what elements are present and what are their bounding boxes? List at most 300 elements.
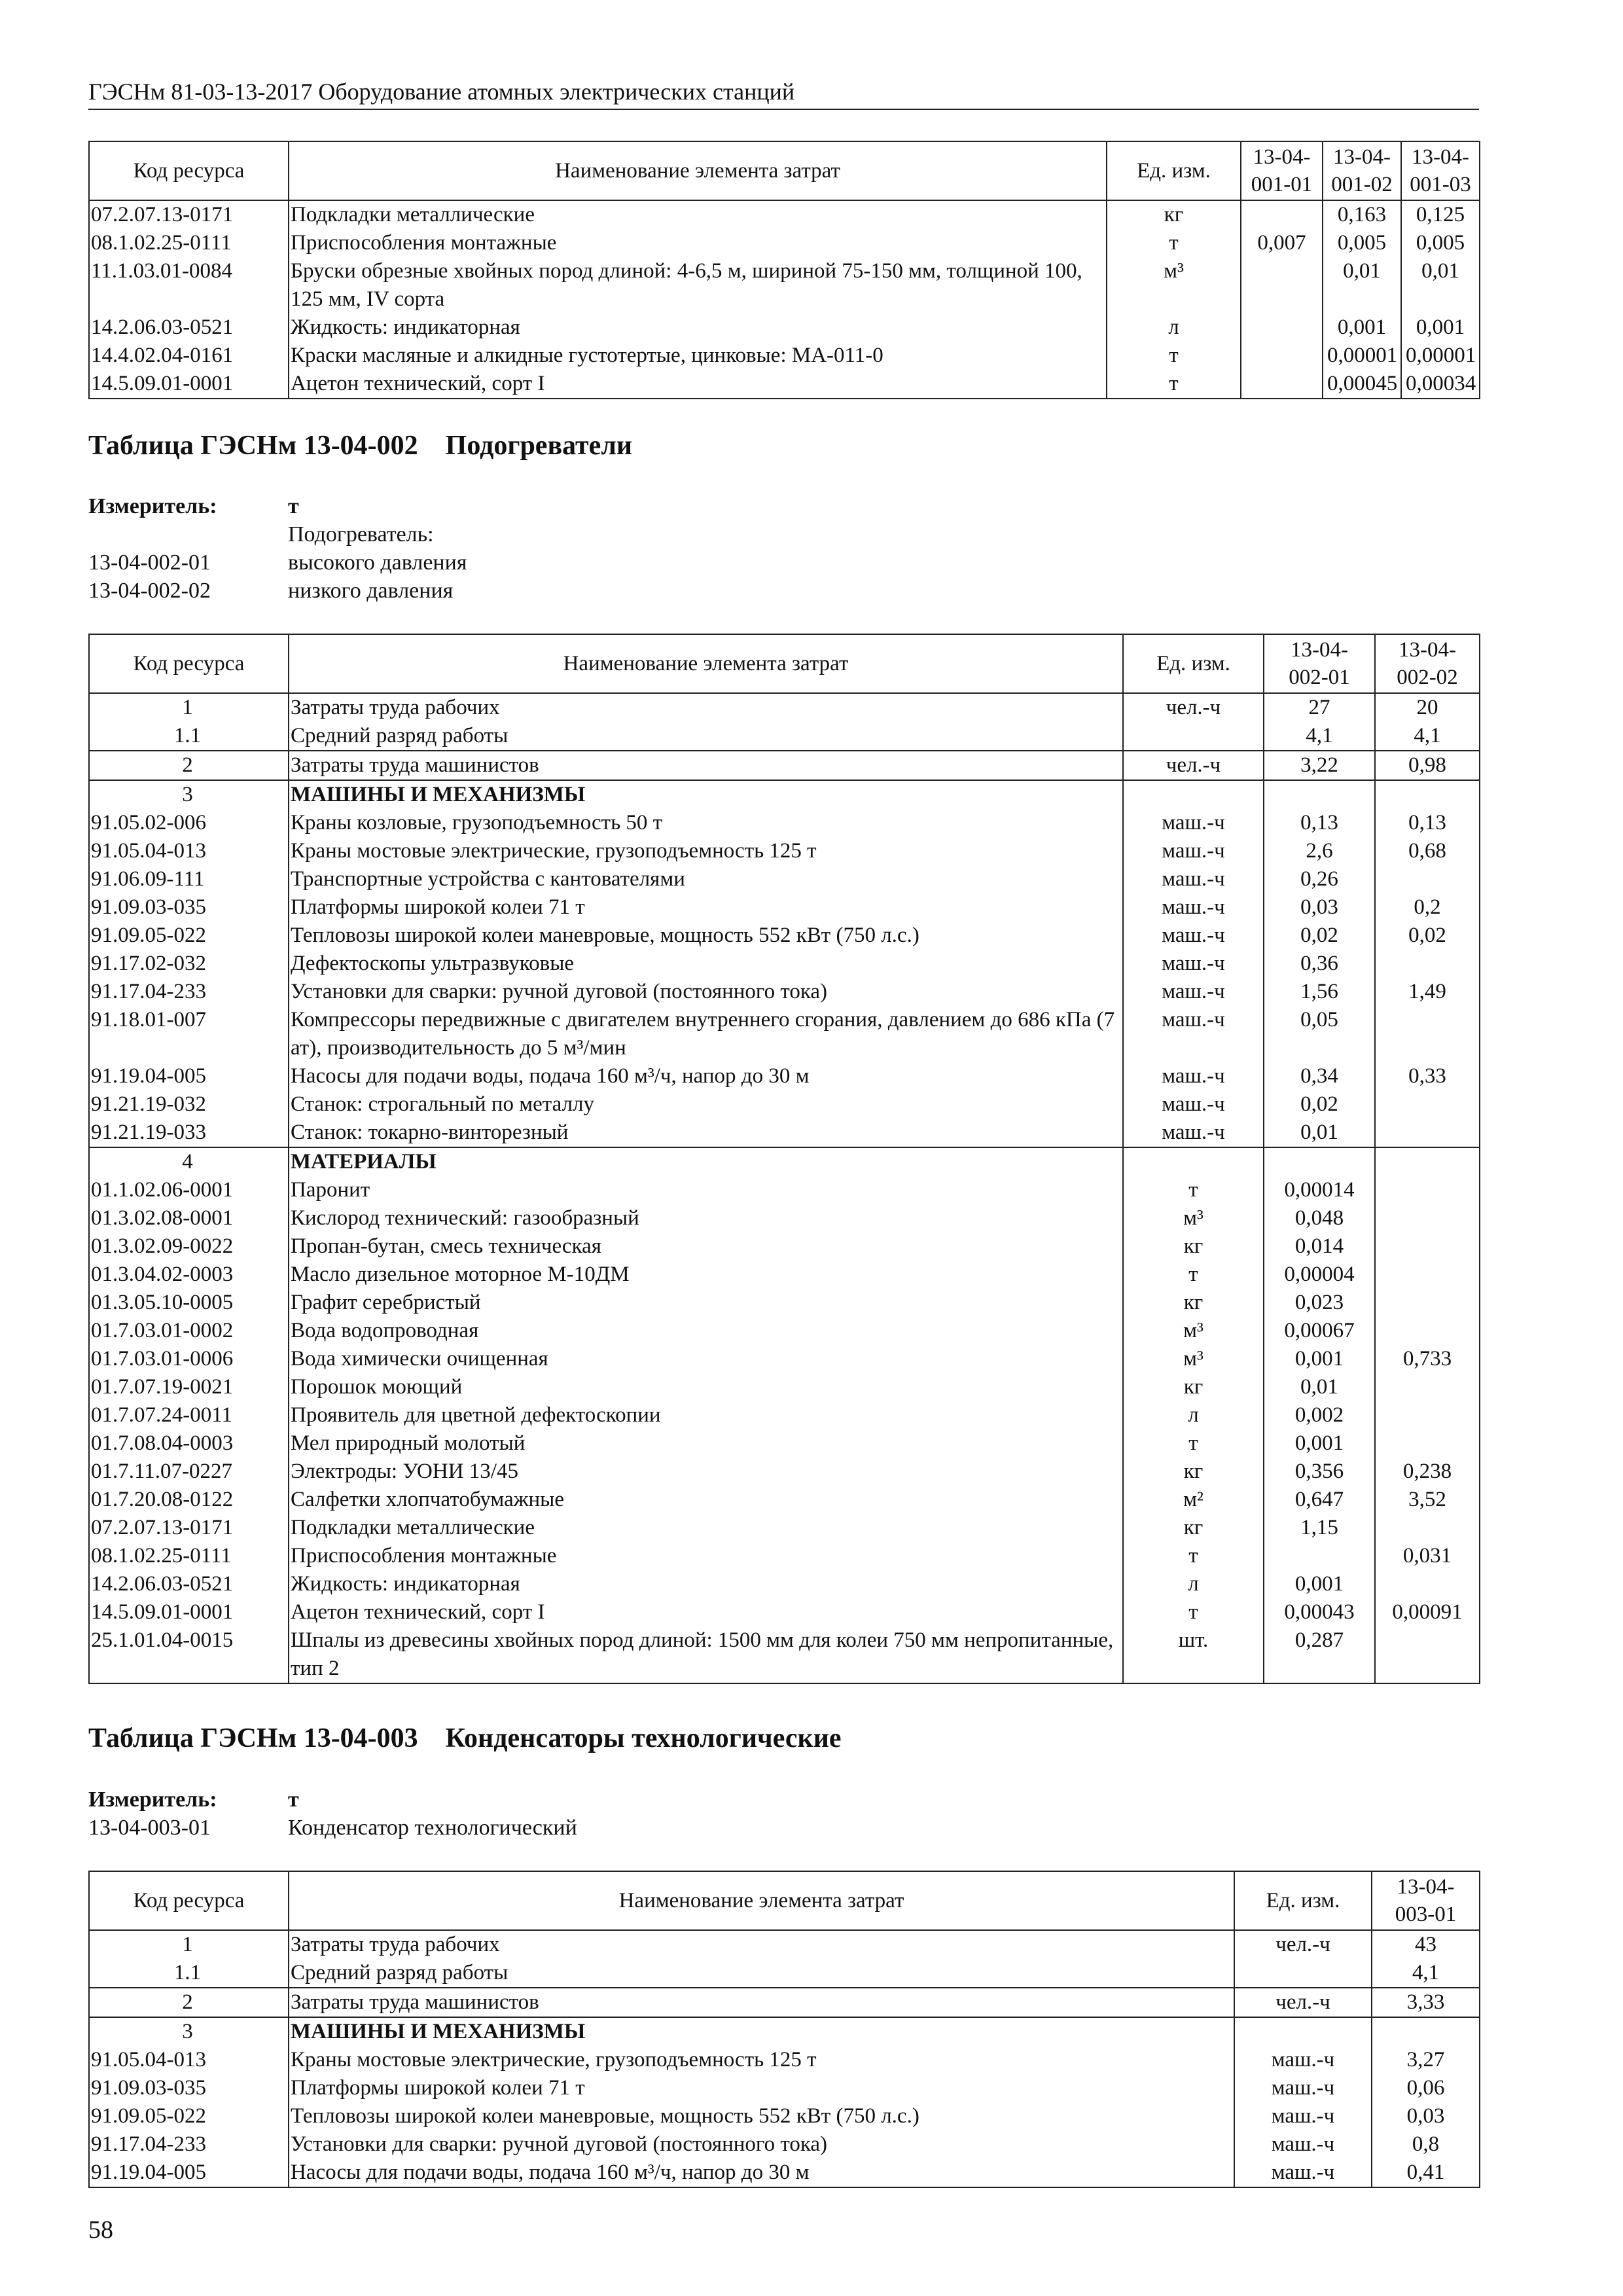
table-row (89, 1147, 1480, 1176)
table-row (89, 751, 1480, 780)
unit-cell: т (1123, 1598, 1264, 1626)
norm-value-cell (1375, 950, 1480, 978)
resource-code-cell: 91.17.04-233 (89, 978, 289, 1006)
resource-code-cell: 01.3.02.09-0022 (89, 1232, 289, 1261)
norm-value-cell: 0,00034 (1401, 370, 1480, 399)
table-row (89, 2074, 1480, 2102)
resource-name-cell: Транспортные устройства с кантователями (289, 865, 1123, 893)
table-row (89, 1373, 1480, 1401)
resource-code-cell: 01.7.11.07-0227 (89, 1458, 289, 1486)
resource-code-cell: 25.1.01.04-0015 (89, 1626, 289, 1683)
column-header-norm: 13-04- 002-01 (1264, 634, 1375, 693)
table-row (89, 1930, 1480, 1959)
resource-table-13-04-002 (88, 634, 1480, 1684)
norm-value-cell (1264, 780, 1375, 809)
resource-name-cell: Приспособления монтажные (289, 1542, 1123, 1570)
unit-cell: м³ (1107, 257, 1241, 314)
resource-code-cell: 11.1.03.01-0084 (89, 257, 289, 314)
resource-code-cell: 91.06.09-111 (89, 865, 289, 893)
table-row (89, 978, 1480, 1006)
unit-cell: чел.-ч (1234, 1988, 1372, 2017)
column-header-norm: 13-04- 001-03 (1401, 141, 1480, 200)
norm-value-cell (1375, 1514, 1480, 1542)
resource-code-cell: 01.3.05.10-0005 (89, 1289, 289, 1317)
unit-cell: л (1123, 1401, 1264, 1429)
norm-value-cell: 1,56 (1264, 978, 1375, 1006)
resource-name-cell: Жидкость: индикаторная (289, 314, 1107, 342)
section-meta-13-04-003 (88, 1785, 577, 1842)
resource-name-cell: Дефектоскопы ультразвуковые (289, 950, 1123, 978)
resource-name-cell: Затраты труда машинистов (289, 751, 1123, 780)
norm-value-cell: 0,00091 (1375, 1598, 1480, 1626)
table-row (89, 257, 1480, 314)
norm-value-cell: 0,163 (1323, 200, 1401, 229)
resource-code-cell: 3 (89, 2017, 289, 2046)
table-row (89, 1542, 1480, 1570)
norm-text: низкого давления (288, 579, 454, 603)
resource-code-cell: 08.1.02.25-0111 (89, 1542, 289, 1570)
resource-code-cell: 4 (89, 1147, 289, 1176)
resource-code-cell: 07.2.07.13-0171 (89, 1514, 289, 1542)
resource-name-cell: Платформы широкой колеи 71 т (289, 2074, 1234, 2102)
measure-label: Измеритель: (88, 494, 217, 518)
resource-name-cell: Средний разряд работы (289, 722, 1123, 751)
norm-value-cell: 0,00001 (1401, 342, 1480, 370)
unit-cell: т (1123, 1176, 1264, 1204)
unit-cell: маш.-ч (1123, 1006, 1264, 1062)
section-heading-cell: МАШИНЫ И МЕХАНИЗМЫ (289, 2017, 1234, 2046)
table-row (89, 1458, 1480, 1486)
resource-name-cell: Бруски обрезные хвойных пород длиной: 4-6,5 м, шириной 75-150 мм, толщиной 100, 125 мм, IV сорта (289, 257, 1107, 314)
norm-value-cell: 0,00014 (1264, 1176, 1375, 1204)
resource-code-cell: 01.7.07.19-0021 (89, 1373, 289, 1401)
unit-cell: кг (1123, 1289, 1264, 1317)
table-row (89, 922, 1480, 950)
norm-value-cell: 4,1 (1264, 722, 1375, 751)
resource-name-cell: Графит серебристый (289, 1289, 1123, 1317)
table-header-row (89, 634, 1480, 693)
table-row (89, 2159, 1480, 2187)
unit-cell: кг (1107, 200, 1241, 229)
unit-cell: т (1123, 1429, 1264, 1458)
caption-row (88, 520, 467, 548)
unit-cell: кг (1123, 1458, 1264, 1486)
norm-value-cell: 0,02 (1375, 922, 1480, 950)
norm-value-cell: 0,00043 (1264, 1598, 1375, 1626)
norm-code: 13-04-002-01 (88, 550, 211, 575)
resource-code-cell: 91.05.04-013 (89, 837, 289, 865)
resource-code-cell: 01.1.02.06-0001 (89, 1176, 289, 1204)
unit-cell: маш.-ч (1123, 978, 1264, 1006)
unit-cell: маш.-ч (1123, 1062, 1264, 1090)
column-header-norm: 13-04- 003-01 (1372, 1871, 1480, 1930)
resource-name-cell: Затраты труда рабочих (289, 1930, 1234, 1959)
norm-value-cell: 0,001 (1401, 314, 1480, 342)
resource-code-cell: 2 (89, 751, 289, 780)
unit-cell: чел.-ч (1123, 751, 1264, 780)
table-row (89, 229, 1480, 257)
resource-code-cell: 91.19.04-005 (89, 1062, 289, 1090)
measure-row (88, 1785, 577, 1814)
table-row (89, 1429, 1480, 1458)
table-row (89, 1289, 1480, 1317)
norm-value-cell: 3,52 (1375, 1486, 1480, 1514)
resource-name-cell: Подкладки металлические (289, 200, 1107, 229)
page-number: 58 (88, 2216, 113, 2244)
resource-name-cell: Проявитель для цветной дефектоскопии (289, 1401, 1123, 1429)
norm-value-cell: 2,6 (1264, 837, 1375, 865)
unit-cell: маш.-ч (1123, 1090, 1264, 1119)
norm-value-cell (1264, 1542, 1375, 1570)
measure-label: Измеритель: (88, 1787, 217, 1812)
table-row (89, 1988, 1480, 2017)
unit-cell: м³ (1123, 1204, 1264, 1232)
resource-code-cell: 01.7.08.04-0003 (89, 1429, 289, 1458)
table-row (89, 1090, 1480, 1119)
unit-cell: т (1107, 342, 1241, 370)
resource-code-cell: 01.7.07.24-0011 (89, 1401, 289, 1429)
norm-value-cell: 0,34 (1264, 1062, 1375, 1090)
norm-item-row (88, 1814, 577, 1842)
norm-value-cell: 0,68 (1375, 837, 1480, 865)
norm-value-cell (1375, 1373, 1480, 1401)
resource-name-cell: Вода химически очищенная (289, 1345, 1123, 1373)
norm-value-cell: 0,03 (1372, 2102, 1480, 2130)
resource-code-cell: 91.17.02-032 (89, 950, 289, 978)
unit-cell: л (1123, 1570, 1264, 1598)
norm-item-row (88, 577, 467, 605)
unit-cell: маш.-ч (1234, 2102, 1372, 2130)
norm-text: Конденсатор технологический (288, 1816, 577, 1840)
resource-name-cell: Приспособления монтажные (289, 229, 1107, 257)
unit-cell: маш.-ч (1234, 2130, 1372, 2159)
norm-value-cell: 0,06 (1372, 2074, 1480, 2102)
norm-value-cell: 0,02 (1264, 922, 1375, 950)
norm-value-cell (1372, 2017, 1480, 2046)
resource-name-cell: Краски масляные и алкидные густотертые, цинковые: МА-011-0 (289, 342, 1107, 370)
table-row (89, 2017, 1480, 2046)
norm-value-cell: 0,02 (1264, 1090, 1375, 1119)
norm-value-cell (1375, 1289, 1480, 1317)
column-header-name: Наименование элемента затрат (289, 1871, 1234, 1930)
resource-code-cell: 91.18.01-007 (89, 1006, 289, 1062)
column-header-norm: 13-04- 001-02 (1323, 141, 1401, 200)
unit-cell (1123, 722, 1264, 751)
norm-value-cell: 0,001 (1264, 1345, 1375, 1373)
resource-name-cell: Порошок моющий (289, 1373, 1123, 1401)
norm-value-cell: 0,001 (1323, 314, 1401, 342)
table-row (89, 809, 1480, 837)
column-header-unit: Ед. изм. (1234, 1871, 1372, 1930)
norm-value-cell: 0,733 (1375, 1345, 1480, 1373)
norm-value-cell: 0,13 (1264, 809, 1375, 837)
norm-value-cell (1375, 1570, 1480, 1598)
norm-value-cell (1264, 1147, 1375, 1176)
resource-code-cell: 08.1.02.25-0111 (89, 229, 289, 257)
resource-name-cell: Жидкость: индикаторная (289, 1570, 1123, 1598)
norm-value-cell (1375, 1090, 1480, 1119)
resource-name-cell: Средний разряд работы (289, 1959, 1234, 1988)
resource-code-cell: 1.1 (89, 722, 289, 751)
column-header-name: Наименование элемента затрат (289, 141, 1107, 200)
norm-value-cell: 1,15 (1264, 1514, 1375, 1542)
norm-value-cell (1375, 780, 1480, 809)
norm-value-cell: 0,001 (1264, 1570, 1375, 1598)
table-row (89, 865, 1480, 893)
resource-code-cell: 1 (89, 693, 289, 722)
unit-cell: т (1107, 370, 1241, 399)
norm-value-cell (1375, 1626, 1480, 1683)
norm-value-cell: 0,33 (1375, 1062, 1480, 1090)
table-row (89, 1317, 1480, 1345)
norm-value-cell (1375, 1317, 1480, 1345)
norm-value-cell (1375, 1006, 1480, 1062)
unit-cell: чел.-ч (1123, 693, 1264, 722)
resource-name-cell: Электроды: УОНИ 13/45 (289, 1458, 1123, 1486)
table-row (89, 2130, 1480, 2159)
table-row (89, 893, 1480, 922)
norm-value-cell: 0,647 (1264, 1486, 1375, 1514)
table-row (89, 1345, 1480, 1373)
unit-cell: м² (1123, 1486, 1264, 1514)
norm-value-cell (1241, 200, 1323, 229)
resource-code-cell: 01.7.20.08-0122 (89, 1486, 289, 1514)
resource-name-cell: Установки для сварки: ручной дуговой (постоянного тока) (289, 2130, 1234, 2159)
resource-name-cell: Пропан-бутан, смесь техническая (289, 1232, 1123, 1261)
norm-value-cell: 0,36 (1264, 950, 1375, 978)
norm-value-cell: 3,27 (1372, 2046, 1480, 2074)
norm-value-cell: 0,26 (1264, 865, 1375, 893)
table-row (89, 722, 1480, 751)
norm-value-cell (1241, 257, 1323, 314)
norm-value-cell: 3,22 (1264, 751, 1375, 780)
resource-name-cell: Мел природный молотый (289, 1429, 1123, 1458)
table-row (89, 1062, 1480, 1090)
resource-name-cell: Насосы для подачи воды, подача 160 м³/ч, напор до 30 м (289, 1062, 1123, 1090)
norm-value-cell: 43 (1372, 1930, 1480, 1959)
caption-text: Подогреватель: (288, 522, 434, 547)
norm-value-cell: 20 (1375, 693, 1480, 722)
norm-value-cell: 1,49 (1375, 978, 1480, 1006)
unit-cell: маш.-ч (1123, 950, 1264, 978)
table-row (89, 950, 1480, 978)
norm-value-cell: 0,007 (1241, 229, 1323, 257)
resource-name-cell: Затраты труда рабочих (289, 693, 1123, 722)
norm-value-cell: 4,1 (1375, 722, 1480, 751)
resource-code-cell: 14.5.09.01-0001 (89, 1598, 289, 1626)
norm-value-cell (1375, 865, 1480, 893)
norm-value-cell: 0,41 (1372, 2159, 1480, 2187)
norm-value-cell: 27 (1264, 693, 1375, 722)
resource-code-cell: 91.05.02-006 (89, 809, 289, 837)
resource-name-cell: Установки для сварки: ручной дуговой (постоянного тока) (289, 978, 1123, 1006)
section-heading-cell: МАТЕРИАЛЫ (289, 1147, 1123, 1176)
norm-value-cell (1375, 1176, 1480, 1204)
table-header-row (89, 1871, 1480, 1930)
column-header-name: Наименование элемента затрат (289, 634, 1123, 693)
unit-cell: маш.-ч (1123, 922, 1264, 950)
norm-text: высокого давления (288, 550, 467, 575)
column-header-code: Код ресурса (89, 634, 289, 693)
resource-name-cell: Паронит (289, 1176, 1123, 1204)
resource-code-cell: 91.19.04-005 (89, 2159, 289, 2187)
table-row (89, 342, 1480, 370)
column-header-norm: 13-04- 001-01 (1241, 141, 1323, 200)
norm-value-cell: 0,01 (1401, 257, 1480, 314)
norm-value-cell: 0,005 (1401, 229, 1480, 257)
unit-cell: маш.-ч (1123, 837, 1264, 865)
unit-cell: чел.-ч (1234, 1930, 1372, 1959)
section-heading-cell: МАШИНЫ И МЕХАНИЗМЫ (289, 780, 1123, 809)
resource-code-cell: 91.21.19-033 (89, 1119, 289, 1147)
unit-cell: л (1107, 314, 1241, 342)
unit-cell: маш.-ч (1123, 1119, 1264, 1147)
norm-value-cell: 0,014 (1264, 1232, 1375, 1261)
resource-code-cell: 91.17.04-233 (89, 2130, 289, 2159)
resource-code-cell: 01.3.04.02-0003 (89, 1261, 289, 1289)
resource-name-cell: Станок: токарно-винторезный (289, 1119, 1123, 1147)
resource-name-cell: Тепловозы широкой колеи маневровые, мощность 552 кВт (750 л.с.) (289, 922, 1123, 950)
norm-value-cell (1375, 1261, 1480, 1289)
column-header-norm: 13-04- 002-02 (1375, 634, 1480, 693)
table-row (89, 370, 1480, 399)
table-row (89, 1261, 1480, 1289)
resource-table-13-04-003 (88, 1871, 1480, 2188)
column-header-code: Код ресурса (89, 141, 289, 200)
resource-name-cell: Краны козловые, грузоподъемность 50 т (289, 809, 1123, 837)
table-row (89, 1598, 1480, 1626)
column-header-code: Код ресурса (89, 1871, 289, 1930)
norm-code: 13-04-003-01 (88, 1816, 211, 1840)
unit-cell: кг (1123, 1373, 1264, 1401)
resource-code-cell: 91.21.19-032 (89, 1090, 289, 1119)
table-row (89, 1570, 1480, 1598)
unit-cell (1234, 1959, 1372, 1988)
table-row (89, 780, 1480, 809)
resource-code-cell: 2 (89, 1988, 289, 2017)
norm-value-cell: 0,01 (1264, 1119, 1375, 1147)
section-title-13-04-002: Таблица ГЭСНм 13-04-002 Подогреватели (88, 431, 633, 461)
resource-name-cell: Тепловозы широкой колеи маневровые, мощность 552 кВт (750 л.с.) (289, 2102, 1234, 2130)
unit-cell (1234, 2017, 1372, 2046)
table-row (89, 1626, 1480, 1683)
norm-value-cell: 0,001 (1264, 1429, 1375, 1458)
resource-name-cell: Шпалы из древесины хвойных пород длиной: 1500 мм для колеи 750 мм непропитанные, тип 2 (289, 1626, 1123, 1683)
resource-name-cell: Ацетон технический, сорт I (289, 370, 1107, 399)
norm-value-cell (1241, 314, 1323, 342)
norm-value-cell (1375, 1429, 1480, 1458)
norm-code: 13-04-002-02 (88, 579, 211, 603)
table-row (89, 1119, 1480, 1147)
unit-cell: т (1123, 1261, 1264, 1289)
norm-value-cell: 0,287 (1264, 1626, 1375, 1683)
resource-code-cell: 91.09.03-035 (89, 2074, 289, 2102)
resource-table-13-04-001 (88, 141, 1480, 399)
resource-code-cell: 01.7.03.01-0006 (89, 1345, 289, 1373)
unit-cell: маш.-ч (1123, 809, 1264, 837)
norm-value-cell: 0,00004 (1264, 1261, 1375, 1289)
unit-cell: шт. (1123, 1626, 1264, 1683)
resource-code-cell: 07.2.07.13-0171 (89, 200, 289, 229)
resource-code-cell: 91.09.05-022 (89, 922, 289, 950)
norm-value-cell (1241, 370, 1323, 399)
unit-cell: т (1123, 1542, 1264, 1570)
resource-name-cell: Насосы для подачи воды, подача 160 м³/ч, напор до 30 м (289, 2159, 1234, 2187)
table-row (89, 1486, 1480, 1514)
measure-value: т (288, 494, 299, 518)
unit-cell: маш.-ч (1123, 893, 1264, 922)
norm-value-cell: 0,13 (1375, 809, 1480, 837)
norm-value-cell (1375, 1204, 1480, 1232)
norm-value-cell: 0,05 (1264, 1006, 1375, 1062)
resource-name-cell: Компрессоры передвижные с двигателем внутреннего сгорания, давлением до 686 кПа (7 ат), производительность до 5 м³/мин (289, 1006, 1123, 1062)
measure-row (88, 492, 467, 520)
norm-value-cell (1375, 1401, 1480, 1429)
resource-code-cell: 14.5.09.01-0001 (89, 370, 289, 399)
unit-cell: кг (1123, 1514, 1264, 1542)
measure-value: т (288, 1787, 299, 1812)
table-row (89, 1514, 1480, 1542)
resource-code-cell: 01.7.03.01-0002 (89, 1317, 289, 1345)
unit-cell: т (1107, 229, 1241, 257)
resource-name-cell: Станок: строгальный по металлу (289, 1090, 1123, 1119)
norm-value-cell (1375, 1232, 1480, 1261)
resource-name-cell: Вода водопроводная (289, 1317, 1123, 1345)
unit-cell: м³ (1123, 1345, 1264, 1373)
resource-code-cell: 1 (89, 1930, 289, 1959)
unit-cell: маш.-ч (1234, 2074, 1372, 2102)
norm-value-cell: 3,33 (1372, 1988, 1480, 2017)
norm-value-cell: 0,125 (1401, 200, 1480, 229)
resource-code-cell: 1.1 (89, 1959, 289, 1988)
unit-cell: м³ (1123, 1317, 1264, 1345)
norm-value-cell: 4,1 (1372, 1959, 1480, 1988)
column-header-unit: Ед. изм. (1107, 141, 1241, 200)
unit-cell: маш.-ч (1234, 2046, 1372, 2074)
table-row (89, 314, 1480, 342)
section-meta-13-04-002 (88, 492, 467, 605)
resource-name-cell: Подкладки металлические (289, 1514, 1123, 1542)
norm-value-cell: 0,005 (1323, 229, 1401, 257)
norm-value-cell: 0,00045 (1323, 370, 1401, 399)
norm-value-cell: 0,03 (1264, 893, 1375, 922)
resource-name-cell: Ацетон технический, сорт I (289, 1598, 1123, 1626)
resource-name-cell: Краны мостовые электрические, грузоподъемность 125 т (289, 2046, 1234, 2074)
table-row (89, 1401, 1480, 1429)
table-row (89, 1006, 1480, 1062)
norm-value-cell: 0,00001 (1323, 342, 1401, 370)
norm-value-cell (1375, 1119, 1480, 1147)
table-row (89, 2102, 1480, 2130)
resource-code-cell: 14.2.06.03-0521 (89, 1570, 289, 1598)
unit-cell: маш.-ч (1234, 2159, 1372, 2187)
unit-cell (1123, 1147, 1264, 1176)
resource-code-cell: 14.2.06.03-0521 (89, 314, 289, 342)
unit-cell: кг (1123, 1232, 1264, 1261)
section-title-13-04-003: Таблица ГЭСНм 13-04-003 Конденсаторы технологические (88, 1723, 842, 1753)
unit-cell: маш.-ч (1123, 865, 1264, 893)
norm-value-cell: 0,00067 (1264, 1317, 1375, 1345)
norm-value-cell: 0,023 (1264, 1289, 1375, 1317)
norm-value-cell: 0,01 (1323, 257, 1401, 314)
norm-value-cell: 0,01 (1264, 1373, 1375, 1401)
table-row (89, 1176, 1480, 1204)
table-row (89, 693, 1480, 722)
resource-code-cell: 14.4.02.04-0161 (89, 342, 289, 370)
resource-code-cell: 91.09.03-035 (89, 893, 289, 922)
norm-item-row (88, 548, 467, 577)
norm-value-cell: 0,8 (1372, 2130, 1480, 2159)
